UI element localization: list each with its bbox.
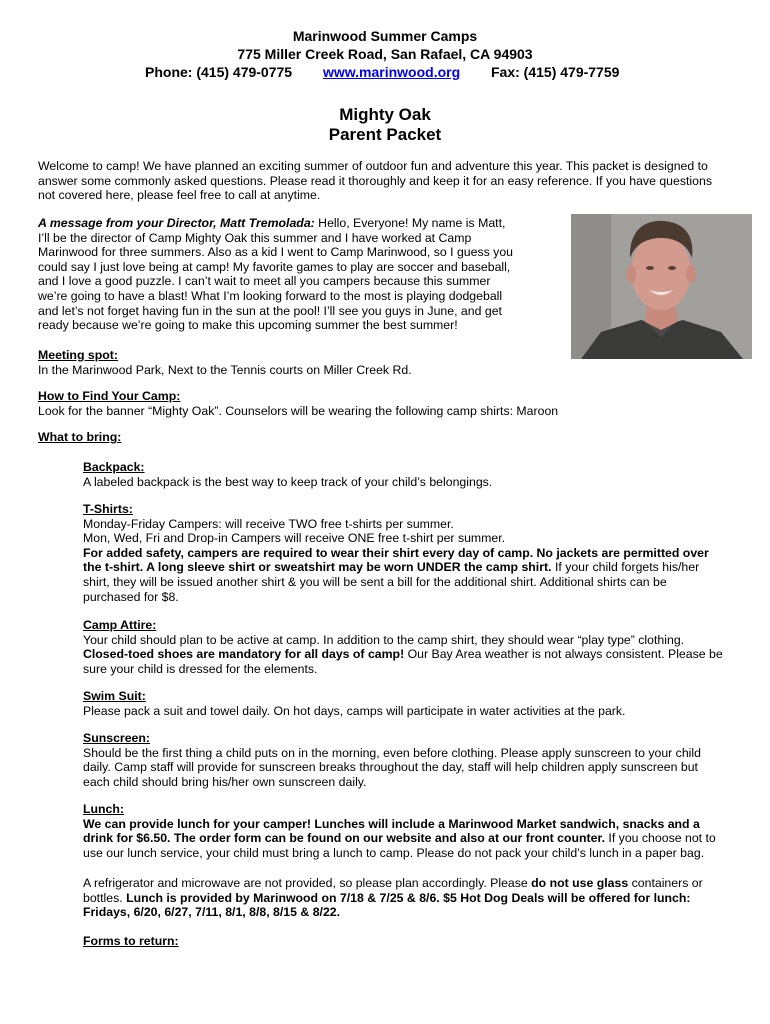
website-link[interactable]: www.marinwood.org	[323, 64, 461, 80]
sunscreen-heading: Sunscreen:	[83, 731, 150, 745]
director-message: A message from your Director, Matt Tremolada: Hello, Everyone! My name is Matt, I’ll be the director of Camp Mighty Oak this summer and I have worked at Camp Marinwood for three summers. Also as a kid I went to Camp Marinwood, so I guess you could say I just love being at camp! My favorite games to play are soccer and baseball, and I love a good puzzle. I can’t wait to meet all you campers because this summer we’re going to have a blast! What I’m looking forward to the most is playing dodgeball and let’s not forget having fun in the sun at the pool! I’ll see you guys in June, and get ready because we’re going to make this upcoming summer the best summer!	[38, 216, 514, 333]
intro-paragraph: Welcome to camp! We have planned an exciting summer of outdoor fun and adventure this year. This packet is designed to answer some commonly asked questions. Please read it thoroughly and keep it for an easy reference. If you have questions not covered here, please feel free to call at anytime.	[38, 159, 712, 203]
phone-number: Phone: (415) 479-0775	[145, 64, 293, 80]
attire-section: Camp Attire: Your child should plan to be active at camp. In addition to the camp shirt, they should wear “play type” clothing. Closed-toed shoes are mandatory for all days of camp! Our Bay Area weather is not always consistent. Please be sure your child is dressed for the elements.	[83, 618, 743, 676]
tshirts-section: T-Shirts: Monday-Friday Campers: will receive TWO free t-shirts per summer. Mon, Wed, Fri and Drop-in Campers will receive ONE free t-shirt per summer. For added safety, campers are required to wear their shirt every day of camp. No jackets are permitted over the t-shirt. A long sleeve shirt or sweatshirt may be worn UNDER the camp shirt. If your child forgets his/her shirt, they will be issued another shirt & you will be sent a bill for the additional shirt. Additional shirts can be purchased for $8.	[83, 502, 743, 604]
backpack-section: Backpack: A labeled backpack is the best way to keep track of your child’s belongings.	[83, 460, 743, 489]
packet-subtitle: Parent Packet	[328, 125, 442, 144]
director-portrait-image	[571, 214, 752, 359]
meeting-heading: Meeting spot:	[38, 348, 118, 362]
find-camp-section: How to Find Your Camp: Look for the banner “Mighty Oak”. Counselors will be wearing the following camp shirts: Maroon	[38, 389, 738, 418]
swim-heading: Swim Suit:	[83, 689, 146, 703]
lunch-section: Lunch: We can provide lunch for your camper! Lunches will include a Marinwood Market sandwich, snacks and a drink for $6.50. The order form can be found on our website and also at our front counter. If you choose not to use our lunch service, your child must bring a lunch to camp. Please do not pack your child’s lunch in a paper bag.	[83, 802, 743, 860]
director-photo	[571, 214, 752, 359]
forms-heading: Forms to return:	[83, 934, 179, 948]
bring-heading: What to bring:	[38, 430, 122, 444]
sunscreen-section: Sunscreen: Should be the first thing a child puts on in the morning, even before clothing. Please apply sunscreen to your child daily. Camp staff will provide for sunscreen breaks throughout the day, staff will help children apply sunscreen but each child should bring his/her own sunscreen daily.	[83, 731, 743, 789]
attire-heading: Camp Attire:	[83, 618, 157, 632]
director-lead: A message from your Director, Matt Tremolada:	[38, 216, 315, 230]
swim-section: Swim Suit: Please pack a suit and towel daily. On hot days, camps will participate in water activities at the park.	[83, 689, 743, 718]
meeting-section: Meeting spot: In the Marinwood Park, Next to the Tennis courts on Miller Creek Rd.	[38, 348, 738, 377]
packet-title: Mighty Oak	[339, 105, 431, 124]
fax-number: Fax: (415) 479-7759	[491, 64, 620, 80]
lunch-heading: Lunch:	[83, 802, 124, 816]
lunch-notes: A refrigerator and microwave are not provided, so please plan accordingly. Please do not use glass containers or bottles. Lunch is provided by Marinwood on 7/18 & 7/25 & 8/6. $5 Hot Dog Deals will be offered for lunch: Fridays, 6/20, 6/27, 7/11, 8/1, 8/8, 8/15 & 8/22.	[83, 876, 703, 920]
org-name: Marinwood Summer Camps	[292, 28, 478, 44]
tshirts-heading: T-Shirts:	[83, 502, 133, 516]
backpack-heading: Backpack:	[83, 460, 145, 474]
org-address: 775 Miller Creek Road, San Rafael, CA 94903	[237, 46, 533, 62]
find-camp-heading: How to Find Your Camp:	[38, 389, 181, 403]
